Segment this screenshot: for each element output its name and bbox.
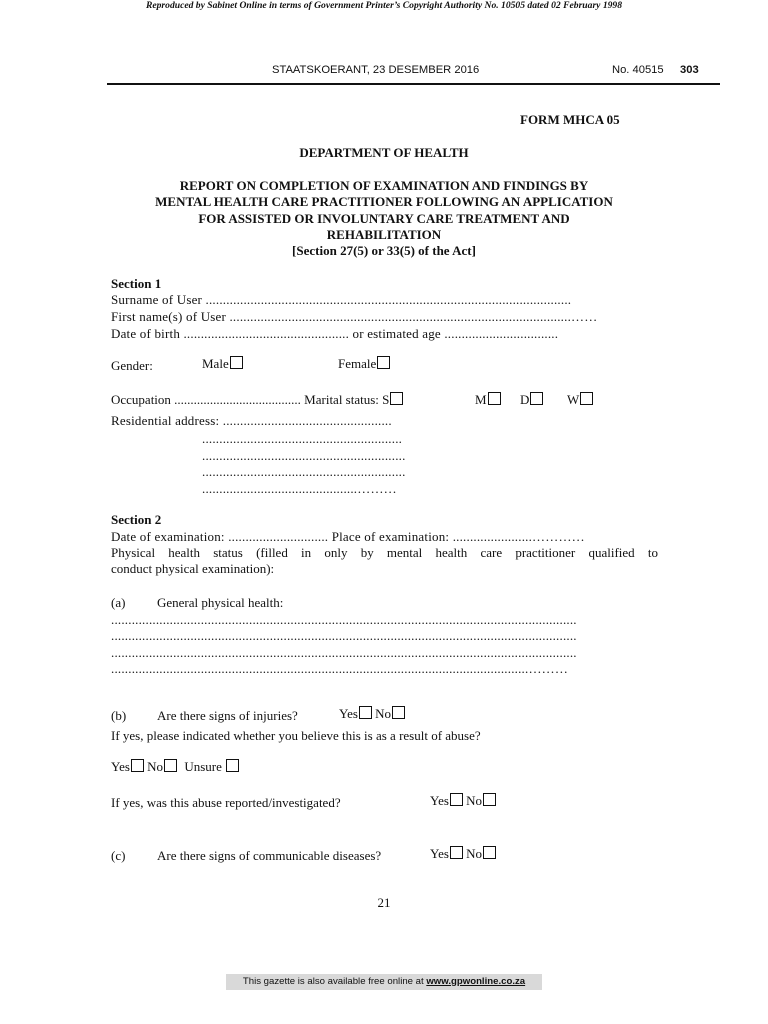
- injuries-yes-label: Yes: [339, 706, 358, 721]
- department-heading: DEPARTMENT OF HEALTH: [299, 145, 469, 160]
- title-line-3: FOR ASSISTED OR INVOLUNTARY CARE TREATMENT AND: [198, 211, 570, 226]
- marital-s-checkbox[interactable]: [390, 392, 403, 405]
- reported-question: If yes, was this abuse reported/investigated?: [111, 795, 341, 810]
- injuries-question: Are there signs of injuries?: [157, 708, 298, 723]
- marital-w: [567, 392, 593, 408]
- marital-m-label: M: [475, 392, 487, 407]
- injuries-no-checkbox[interactable]: [392, 706, 405, 719]
- reported-options: [430, 793, 496, 809]
- form-number: FORM MHCA 05: [520, 112, 620, 127]
- abuse-yes-checkbox[interactable]: [131, 759, 144, 772]
- male-label: Male: [202, 356, 229, 371]
- exam-date-place-field[interactable]: Date of examination: ............................. Place of examination: .......................…………: [111, 529, 585, 544]
- item-b-label: (b): [111, 708, 127, 723]
- address-field[interactable]: Residential address: .................................................: [111, 413, 392, 428]
- abuse-no-label: No: [147, 759, 164, 774]
- female-label: Female: [338, 356, 377, 371]
- reported-no-label: No: [466, 793, 483, 808]
- footer-text: This gazette is also available free online at: [242, 976, 427, 987]
- marital-m-checkbox[interactable]: [488, 392, 501, 405]
- marital-d: [520, 392, 543, 408]
- marital-m: [475, 392, 501, 408]
- health-line-3[interactable]: .......................................................................................................................................: [111, 645, 577, 660]
- general-health-label: General physical health:: [157, 595, 284, 610]
- gender-female: [338, 356, 390, 372]
- gazette-title: STAATSKOERANT, 23 DESEMBER 2016: [272, 64, 480, 76]
- footer-banner: [226, 974, 542, 990]
- section-2-heading: Section 2: [111, 512, 162, 527]
- marital-d-checkbox[interactable]: [530, 392, 543, 405]
- header-rule: [107, 83, 720, 85]
- title-line-2: MENTAL HEALTH CARE PRACTITIONER FOLLOWING AN APPLICATION: [155, 194, 613, 209]
- injuries-yes-checkbox[interactable]: [359, 706, 372, 719]
- abuse-no-checkbox[interactable]: [164, 759, 177, 772]
- abuse-options: [111, 759, 239, 775]
- item-a-label: (a): [111, 595, 126, 610]
- surname-field[interactable]: Surname of User ..........................................................................................................: [111, 292, 572, 307]
- communicable-no-label: No: [466, 846, 483, 861]
- communicable-options: [430, 846, 496, 862]
- section-reference: [Section 27(5) or 33(5) of the Act]: [292, 243, 476, 258]
- copyright-notice: Reproduced by Sabinet Online in terms of Government Printer’s Copyright Authority No. 10505 dated 02 February 1998: [145, 0, 623, 11]
- footer-link[interactable]: www.gpwonline.co.za: [426, 976, 526, 987]
- health-line-2[interactable]: .......................................................................................................................................: [111, 628, 577, 643]
- injuries-options: [339, 706, 405, 722]
- reported-yes-label: Yes: [430, 793, 449, 808]
- first-names-field[interactable]: First name(s) of User ...................................................................................................……: [111, 309, 598, 324]
- gazette-number: No. 40515: [612, 64, 664, 76]
- physical-status-line-1: Physical health status (filled in only by mental health care practitioner qualified to: [111, 545, 658, 560]
- male-checkbox[interactable]: [230, 356, 243, 369]
- occupation-row: [111, 392, 403, 408]
- female-checkbox[interactable]: [377, 356, 390, 369]
- injuries-no-label: No: [375, 706, 392, 721]
- gender-male: [202, 356, 243, 372]
- reported-yes-checkbox[interactable]: [450, 793, 463, 806]
- reported-no-checkbox[interactable]: [483, 793, 496, 806]
- title-line-4: REHABILITATION: [326, 227, 442, 242]
- abuse-yes-label: Yes: [111, 759, 130, 774]
- address-line-1[interactable]: ..........................................................: [202, 431, 403, 446]
- abuse-unsure-checkbox[interactable]: [226, 759, 239, 772]
- communicable-yes-label: Yes: [430, 846, 449, 861]
- marital-w-checkbox[interactable]: [580, 392, 593, 405]
- health-line-4[interactable]: .........................................................................................................................………: [111, 661, 569, 676]
- address-line-3[interactable]: ...........................................................: [202, 464, 406, 479]
- communicable-no-checkbox[interactable]: [483, 846, 496, 859]
- dob-field[interactable]: Date of birth ................................................ or estimated age .................................: [111, 326, 559, 341]
- communicable-question: Are there signs of communicable diseases?: [157, 848, 382, 863]
- gazette-page: 303: [680, 64, 699, 76]
- marital-w-label: W: [567, 392, 580, 407]
- address-line-4[interactable]: .............................................………: [202, 481, 397, 496]
- page-number: 21: [377, 895, 391, 910]
- abuse-question: If yes, please indicated whether you believe this is as a result of abuse?: [111, 728, 481, 743]
- abuse-unsure-label: Unsure: [184, 759, 222, 774]
- gender-label: Gender:: [111, 358, 153, 373]
- health-line-1[interactable]: .......................................................................................................................................: [111, 612, 577, 627]
- title-line-1: REPORT ON COMPLETION OF EXAMINATION AND FINDINGS BY: [179, 178, 589, 193]
- communicable-yes-checkbox[interactable]: [450, 846, 463, 859]
- marital-d-label: D: [520, 392, 530, 407]
- section-1-heading: Section 1: [111, 276, 162, 291]
- address-line-2[interactable]: ...........................................................: [202, 448, 406, 463]
- occupation-field[interactable]: Occupation ....................................... Marital status: S: [111, 392, 390, 407]
- item-c-label: (c): [111, 848, 126, 863]
- physical-status-line-2: conduct physical examination):: [111, 561, 275, 576]
